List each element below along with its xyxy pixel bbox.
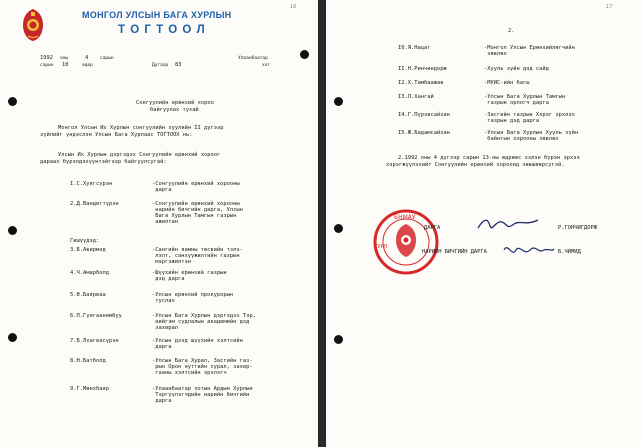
member-role: -Улсын Бага Хурлын Тамгын газрын орлогч дарга <box>484 94 566 107</box>
member-name: I4.Г.Пүрэвсайхан <box>398 112 450 118</box>
binder-hole-icon <box>334 97 343 106</box>
binder-hole-icon <box>334 335 343 344</box>
member-role: -Сонгуулийн ерөнхий хорооны нарийн бичгийн дарга, Улсын Бага Хурлын Тамгын газрын ажилтан <box>152 201 243 226</box>
document-page-right <box>326 0 642 447</box>
member-name: I.С.Хуягсүрэн <box>70 181 113 187</box>
member-role: -Улсын Бага Хурал, Засгийн газ- рын Орон нутгийн хурал, захир- гааны хэлтсийн эрхлэгч <box>152 358 253 377</box>
member-name: 2.Д.Вандигтүрэн <box>70 201 119 207</box>
date-year-label: оны <box>60 56 69 61</box>
mongolian-emblem-icon <box>20 8 46 42</box>
member-role: -Улсын ерөнхий прокурорын туслах <box>152 292 234 305</box>
handwritten-signature-icon <box>502 240 556 260</box>
member-role: -Монгол Улсын Ерөнхийлөгчийн зөвлөх <box>484 45 575 58</box>
member-role: -Сонгуулийн ерөнхий хорооны дарга <box>152 181 240 194</box>
signature-title: ДАРГА <box>424 225 441 231</box>
member-name: 5.Ө.Баярваа <box>70 292 106 298</box>
signatory-name: Б.ЧИМИД <box>558 249 581 255</box>
intro-line-1: Монгол Улсын Их Хурлын сонгуулийн хуулийн II дугээр <box>58 125 224 131</box>
subject-line-1: Сонгуулийн ерөнхий хороо <box>136 100 214 106</box>
seal-top-text: БНМАУ <box>394 214 416 221</box>
member-role: -Улсын Бага Хурлын дэргэдэх Тэр, нийгэм судлалын академийн дэд захирал <box>152 313 256 332</box>
member-role: -Сангийн яамны төсвийн тэлэ- лэлт, санхүүжилтийн газрын мэргэжилтэн <box>152 247 243 266</box>
date-day-suffix: өдөр <box>82 63 93 68</box>
member-role: -МУИС-ийн багш <box>484 80 530 86</box>
member-role: -Улсын Бага Хурлын Хууль зүйн байнгын хорооны зөвлөх <box>484 130 579 143</box>
handwritten-signature-icon <box>476 214 540 234</box>
member-name: 9.Г.Мөнхбаяр <box>70 386 109 392</box>
header-subtitle: Т О Г Т О О Л <box>118 24 206 36</box>
member-name: 7.Б.Лхагвасүрэн <box>70 338 119 344</box>
member-name: 4.Ч.Амарболд <box>70 270 109 276</box>
member-name: I0.Я.Нацаг <box>398 45 431 51</box>
date-month-label: сарын <box>100 56 114 61</box>
page-number: 2. <box>508 28 515 34</box>
member-name: 3.Б.Авирмэд <box>70 247 106 253</box>
member-name: II.Н.Ринчиндорж <box>398 66 447 72</box>
signatory-name: Р.ГОНЧИГДОРЖ <box>558 225 597 231</box>
member-name: 8.Н.Батболд <box>70 358 106 364</box>
document-page-left <box>0 0 318 447</box>
member-name: I5.Ж.Бадамсайхан <box>398 130 450 136</box>
intro-line-2: зүйлийг үндэслэн Улсын Бага Хурлаас ТОГТООХ нь: <box>40 132 193 138</box>
date-year: 1992 <box>40 55 53 61</box>
closing-line-2: хэрэгжүүлэхийг Сонгуулийн ерөнхий хороонд зөвшөөрсүгэй. <box>386 162 565 168</box>
official-seal-icon <box>372 208 440 276</box>
date-day-label: сарын <box>40 63 54 68</box>
binder-hole-icon <box>8 97 17 106</box>
signature-title: НАРИЙН БИЧГИЙН ДАРГА <box>422 249 487 255</box>
header-title: МОНГОЛ УЛСЫН БАГА ХУРЛЫН <box>82 10 232 20</box>
corner-page-mark: 17 <box>606 4 613 10</box>
members-label: Гишүүдэд: <box>70 238 100 244</box>
member-role: -Засгийн газрын Хэрэг эрхлэх газрын дэд дарга <box>484 112 575 125</box>
seal-left-text: ХУРЛ <box>374 244 388 250</box>
clause-line-2: дараах бүрэлдэхүүнтэйгээр байгуулсугай: <box>40 159 167 165</box>
place-suffix: хот <box>262 63 271 68</box>
member-role: -Улсын дээд шүүхийн хэлтсийн дарга <box>152 338 243 351</box>
binder-hole-icon <box>334 224 343 233</box>
member-name: 6.П.Гүнгаанямбуу <box>70 313 122 319</box>
binder-hole-icon <box>8 333 17 342</box>
place-label: Улаанбаатар <box>238 56 268 61</box>
member-role: -Шүүхийн ерөнхий газрын дэд дарга <box>152 270 227 283</box>
date-month: 4 <box>85 55 89 61</box>
clause-line-1: Улсын Их Хурлын дэргэдэх Сонгуулийн ерөнхий хороог <box>58 152 221 158</box>
number-value: 83 <box>175 62 182 68</box>
subject-line-2: байгуулах тухай <box>150 107 199 113</box>
date-day: 10 <box>62 62 69 68</box>
member-role: -Хууль зүйн дэд сайд <box>484 66 549 72</box>
binder-hole-icon <box>8 226 17 235</box>
member-name: I3.Л.Хангай <box>398 94 434 100</box>
binder-hole-icon <box>300 50 309 59</box>
corner-page-mark: 16 <box>290 4 297 10</box>
member-name: I2.Х.Тамбаажав <box>398 80 444 86</box>
number-label: Дугаар <box>152 63 169 68</box>
closing-line-1: 2.1992 оны 4 дүгээр сарын 13-ны өдрөөс хэлэн бүрэн эрхээ <box>398 155 580 161</box>
member-role: -Улаанбаатар хотын Ардын Хурлын Тэргүүлэгчдийн нарийн бичгийн дарга <box>152 386 253 405</box>
